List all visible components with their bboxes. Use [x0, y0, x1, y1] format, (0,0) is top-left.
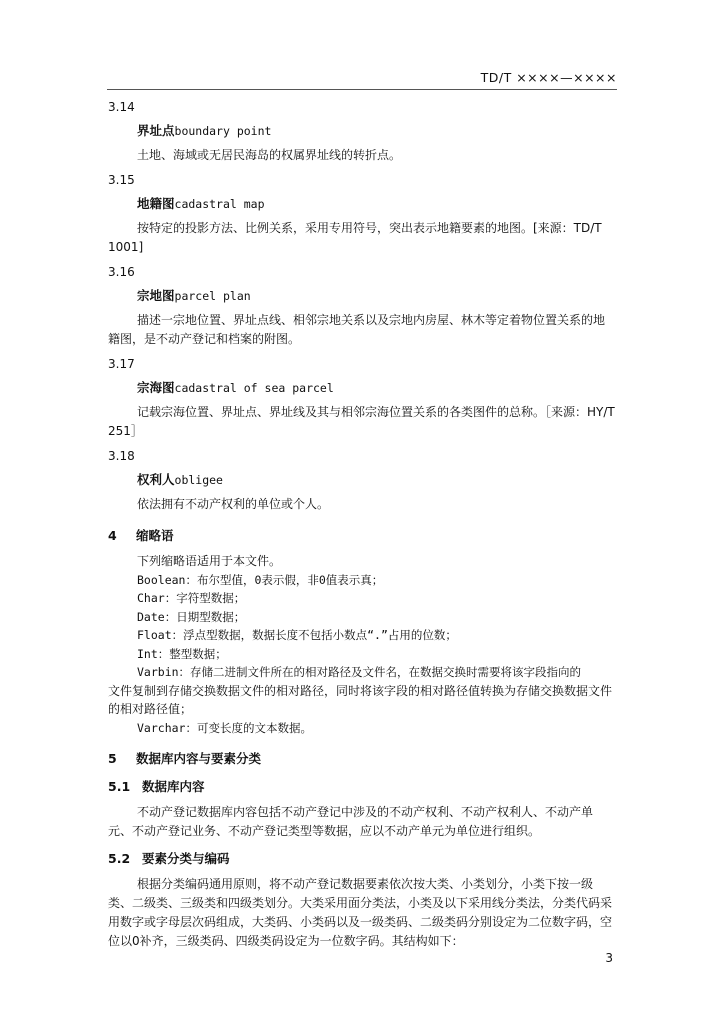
- section-title: 数据库内容与要素分类: [136, 751, 262, 766]
- term-en: obligee: [174, 473, 223, 487]
- term-en: boundary point: [174, 124, 272, 138]
- subsection-title: 要素分类与编码: [142, 851, 230, 866]
- clause-number: 3.14: [108, 100, 135, 114]
- section-heading: [108, 526, 616, 546]
- header-rule: [107, 89, 617, 90]
- term-en: parcel plan: [174, 289, 251, 303]
- term-en: cadastral of sea parcel: [174, 381, 334, 395]
- list-item-continuation: 文件复制到存储交换数据文件的相对路径，同时将该字段的相对路径值转换为存储交换数据文件的相对路径值；: [108, 683, 613, 716]
- subsection-number: 5.1: [108, 779, 131, 794]
- document-body: [108, 92, 616, 951]
- section-title: 缩略语: [136, 528, 174, 543]
- clause-number: 3.18: [108, 449, 135, 463]
- term-definition: 依法拥有不动产权利的单位或个人。: [137, 497, 330, 511]
- term-heading: [108, 471, 616, 489]
- list-item: Date：日期型数据；: [137, 609, 246, 624]
- term-heading: [108, 122, 616, 140]
- term-heading: [108, 195, 616, 213]
- list-item: Boolean：布尔型值，0表示假，非0值表示真；: [137, 572, 384, 587]
- abbreviation-list: [108, 552, 616, 737]
- section-heading: [108, 749, 616, 769]
- list-item: Varchar：可变长度的文本数据。: [137, 720, 312, 735]
- term-cn: 宗地图: [137, 288, 175, 303]
- term-cn: 地籍图: [137, 196, 175, 211]
- clause-number: 3.17: [108, 357, 135, 371]
- list-intro: 下列缩略语适用于本文件。: [137, 554, 282, 568]
- term-heading: [108, 379, 616, 397]
- term-en: cadastral map: [174, 197, 265, 211]
- clause-number: 3.15: [108, 173, 135, 187]
- list-item: Int：整型数据；: [137, 646, 227, 661]
- subsection-heading: [108, 777, 616, 797]
- page-number: 3: [605, 951, 613, 965]
- paragraph: 不动产登记数据库内容包括不动产登记中涉及的不动产权利、不动产权利人、不动产单元、不动产登记业务、不动产登记类型等数据，应以不动产单元为单位进行组织。: [108, 805, 594, 838]
- term-heading: [108, 287, 616, 305]
- section-number: 4: [108, 528, 117, 543]
- term-cn: 界址点: [137, 123, 175, 138]
- list-item: Varbin：存储二进制文件所在的相对路径及文件名，在数据交换时需要将该字段指向的: [137, 665, 582, 679]
- paragraph: 根据分类编码通用原则，将不动产登记数据要素依次按大类、小类划分，小类下按一级类、二级类、三级类和四级类划分。大类采用面分类法，小类及以下采用线分类法，分类代码采用数字或字母层次码组成，大类码、小类码以及一级类码、二级类码分别设定为二位数字码，空位以0补齐，三级类码、四级类码设定为一位数字码。其结构如下：: [108, 877, 613, 948]
- term-cn: 宗海图: [137, 380, 175, 395]
- term-cn: 权利人: [137, 472, 175, 487]
- term-definition: 描述一宗地位置、界址点线、相邻宗地关系以及宗地内房屋、林木等定着物位置关系的地籍图，是不动产登记和档案的附图。: [108, 313, 606, 346]
- term-definition: 按特定的投影方法、比例关系，采用专用符号，突出表示地籍要素的地图。[来源：TD/T 1001]: [108, 221, 602, 254]
- section-number: 5: [108, 751, 117, 766]
- list-item: Float：浮点型数据，数据长度不包括小数点“.”占用的位数；: [137, 628, 457, 642]
- term-definition: 土地、海域或无居民海岛的权属界址线的转折点。: [137, 148, 402, 162]
- standard-code-header: TD/T ××××—××××: [480, 70, 617, 85]
- term-definition: 记载宗海位置、界址点、界址线及其与相邻宗海位置关系的各类图件的总称。［来源：HY/T 251］: [108, 405, 615, 438]
- subsection-title: 数据库内容: [142, 779, 205, 794]
- subsection-heading: [108, 849, 616, 869]
- list-item: Char：字符型数据；: [137, 591, 246, 605]
- subsection-number: 5.2: [108, 851, 131, 866]
- clause-number: 3.16: [108, 265, 135, 279]
